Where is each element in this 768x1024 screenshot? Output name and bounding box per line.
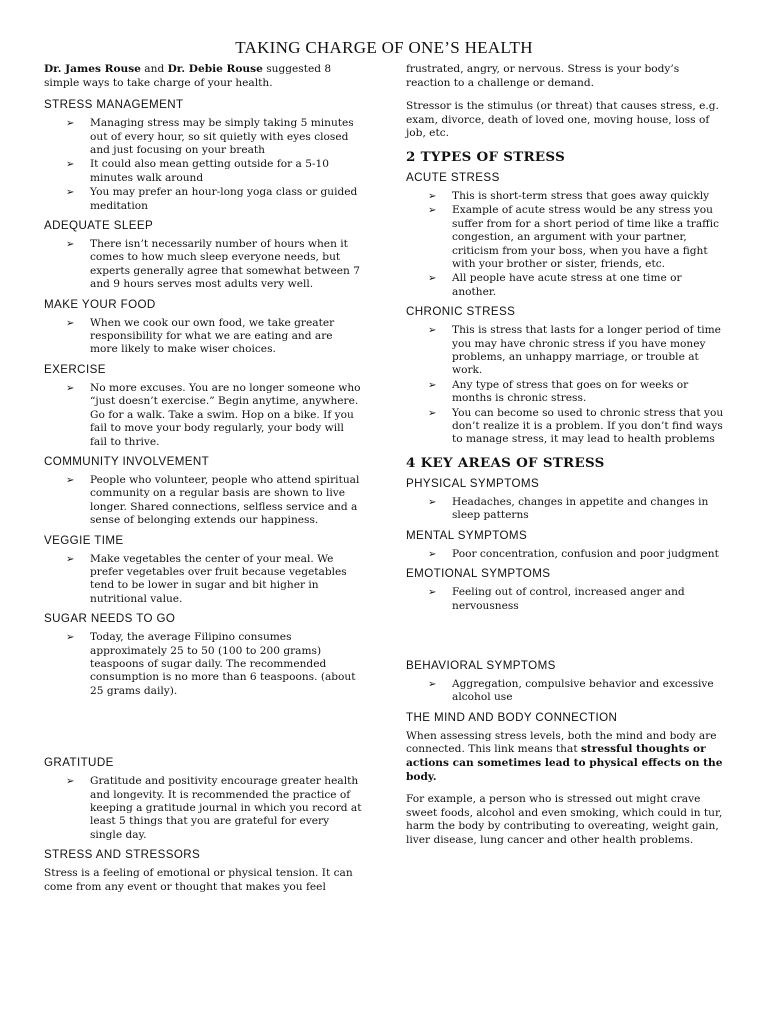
- arrow-bullet-icon: ➢: [66, 187, 75, 199]
- mind-text-2: For example, a person who is stressed out might crave sweet foods, alcohol and even smoking, which could in tur, harm the body by contributing to overeating, weight gain, liver disease, lung cancer and other health problems.: [406, 793, 723, 846]
- section-heading: VEGGIE TIME: [44, 533, 124, 547]
- arrow-bullet-icon: ➢: [428, 273, 437, 285]
- list-item-text: Any type of stress that goes on for weeks or months is chronic stress.: [452, 378, 689, 405]
- list-item: [406, 190, 724, 203]
- physical-list: [406, 496, 724, 523]
- list-item-text: This is stress that lasts for a longer period of time you may have chronic stress if you have money problems, an unhappy marriage, or trouble at work.: [452, 324, 721, 377]
- left-column: [44, 63, 362, 898]
- list-item: [406, 272, 724, 299]
- list-item: [406, 548, 724, 561]
- mental-heading: MENTAL SYMPTOMS: [406, 528, 528, 542]
- page-title: TAKING CHARGE OF ONE’S HEALTH: [235, 38, 533, 57]
- list-item: [406, 678, 724, 705]
- section-list: [44, 553, 362, 607]
- list-item-text: All people have acute stress at one time or another.: [452, 272, 682, 298]
- list-item-text: Today, the average Filipino consumes approximately 25 to 50 (100 to 200 grams) teaspoons of sugar daily. The recommended consumption is no more than 6 teaspoons. (about 25 grams daily).: [90, 631, 356, 697]
- section-heading: MAKE YOUR FOOD: [44, 297, 156, 311]
- behavioral-list: [406, 678, 724, 705]
- intro-rest: suggested 8 simple ways to take charge of your health.: [44, 63, 332, 89]
- list-item-text: When we cook our own food, we take greater responsibility for what we are eating and are more likely to make wiser choices.: [90, 316, 335, 356]
- list-item-text: There isn’t necessarily number of hours when it comes to how much sleep everyone needs, but experts generally agree that somewhat between 7 and 9 hours serves most adults very well.: [90, 238, 360, 291]
- list-item: [44, 317, 362, 357]
- arrow-bullet-icon: ➢: [66, 776, 75, 788]
- arrow-bullet-icon: ➢: [66, 474, 75, 486]
- list-item-text: Feeling out of control, increased anger and nervousness: [452, 586, 685, 612]
- mind-text-1a: When assessing stress levels, both the mind and body are connected. This link means that: [406, 729, 717, 756]
- section-heading: EXERCISE: [44, 362, 106, 376]
- section-list: [44, 775, 362, 842]
- section-list: [44, 317, 362, 357]
- list-item-text: People who volunteer, people who attend spiritual community on a regular basis are shown to live longer. Shared connections, selfless service and a sense of belonging extends our happiness.: [90, 473, 360, 527]
- list-item: [44, 186, 362, 213]
- arrow-bullet-icon: ➢: [428, 587, 437, 599]
- emotional-list: [406, 586, 724, 613]
- list-item: [406, 379, 724, 406]
- list-item: [44, 631, 362, 698]
- arrow-bullet-icon: ➢: [66, 159, 75, 171]
- continued-text: frustrated, angry, or nervous. Stress is your body’s reaction to a challenge or demand.: [406, 63, 680, 89]
- arrow-bullet-icon: ➢: [428, 548, 437, 560]
- chronic-list: [406, 324, 724, 447]
- acute-heading: ACUTE STRESS: [406, 170, 500, 184]
- arrow-bullet-icon: ➢: [428, 379, 437, 391]
- areas-heading: 4 KEY AREAS OF STRESS: [406, 454, 605, 471]
- arrow-bullet-icon: ➢: [66, 382, 75, 394]
- section-list: [44, 631, 362, 698]
- section-heading: COMMUNITY INVOLVEMENT: [44, 454, 210, 468]
- section-list: [44, 382, 362, 449]
- arrow-bullet-icon: ➢: [66, 118, 75, 130]
- section-list: [44, 238, 362, 292]
- stress-text: Stress is a feeling of emotional or physical tension. It can come from any event or thought that makes you feel: [44, 867, 353, 893]
- arrow-bullet-icon: ➢: [66, 239, 75, 251]
- mind-heading: THE MIND AND BODY CONNECTION: [406, 710, 618, 724]
- mind-text-1: [406, 730, 724, 784]
- section-list: [44, 117, 362, 213]
- arrow-bullet-icon: ➢: [428, 325, 437, 337]
- section-heading: STRESS MANAGEMENT: [44, 98, 184, 112]
- section-heading: SUGAR NEEDS TO GO: [44, 612, 176, 626]
- mind-text-1-bold: stressful thoughts or actions can sometimes lead to physical effects on the body.: [406, 743, 723, 783]
- list-item: [44, 238, 362, 292]
- arrow-bullet-icon: ➢: [428, 190, 437, 202]
- intro-and: and: [140, 63, 168, 75]
- arrow-bullet-icon: ➢: [428, 205, 437, 217]
- arrow-bullet-icon: ➢: [66, 632, 75, 644]
- list-item-text: Make vegetables the center of your meal. We prefer vegetables over fruit because vegetables tend to be lower in sugar and bit higher in nutritional value.: [90, 552, 347, 605]
- list-item-text: Poor concentration, confusion and poor judgment: [452, 547, 719, 560]
- list-item: [406, 204, 724, 271]
- list-item: [406, 407, 724, 447]
- list-item: [44, 775, 362, 842]
- list-item: [406, 496, 724, 523]
- list-item: [44, 158, 362, 185]
- section-list: [44, 474, 362, 528]
- stress-heading: STRESS AND STRESSORS: [44, 848, 201, 862]
- physical-heading: PHYSICAL SYMPTOMS: [406, 476, 540, 490]
- list-item: [44, 117, 362, 157]
- author-1: Dr. James Rouse: [44, 63, 141, 75]
- section-heading: GRATITUDE: [44, 756, 114, 770]
- list-item-text: You may prefer an hour-long yoga class or guided meditation: [90, 186, 358, 212]
- list-item: [406, 586, 724, 613]
- list-item: [44, 382, 362, 449]
- list-item-text: Gratitude and positivity encourage greater health and longevity. It is recommended the practice of keeping a gratitude journal in which you record at least 5 things that you are grateful for every single day.: [90, 775, 362, 841]
- list-item: [406, 324, 724, 378]
- list-item: [44, 553, 362, 607]
- types-heading: 2 TYPES OF STRESS: [406, 148, 566, 165]
- list-item-text: Aggregation, compulsive behavior and excessive alcohol use: [452, 677, 714, 704]
- list-item-text: Headaches, changes in appetite and changes in sleep patterns: [452, 495, 709, 522]
- list-item-text: You can become so used to chronic stress that you don’t realize it is a problem. If you don’t find ways to manage stress, it may lead to health problems: [452, 406, 724, 446]
- list-item-text: Managing stress may be simply taking 5 minutes out of every hour, so sit quietly with eyes closed and just focusing on your breath: [90, 117, 354, 156]
- list-item: [44, 474, 362, 528]
- emotional-heading: EMOTIONAL SYMPTOMS: [406, 567, 551, 581]
- stressor-text: Stressor is the stimulus (or threat) that causes stress, e.g. exam, divorce, death of loved one, moving house, loss of job, etc.: [406, 100, 719, 140]
- list-item-text: Example of acute stress would be any stress you suffer from for a short period of time like a traffic congestion, an argument with your partner, criticism from your boss, when you have a fight with your brother or sister, friends, etc.: [452, 204, 720, 270]
- arrow-bullet-icon: ➢: [428, 407, 437, 419]
- mental-list: [406, 548, 724, 561]
- author-2: Dr. Debie Rouse: [167, 63, 263, 75]
- arrow-bullet-icon: ➢: [66, 317, 75, 329]
- arrow-bullet-icon: ➢: [428, 678, 437, 690]
- chronic-heading: CHRONIC STRESS: [406, 305, 516, 319]
- list-item-text: No more excuses. You are no longer someone who “just doesn’t exercise.” Begin anytime, anywhere. Go for a walk. Take a swim. Hop on a bike. If you fail to move your body regularly, your body will fail to thrive.: [90, 381, 361, 448]
- left-sections: [44, 98, 362, 842]
- acute-list: [406, 190, 724, 299]
- section-heading: ADEQUATE SLEEP: [44, 219, 154, 233]
- list-item-text: This is short-term stress that goes away quickly: [452, 189, 710, 202]
- arrow-bullet-icon: ➢: [66, 553, 75, 565]
- behavioral-heading: BEHAVIORAL SYMPTOMS: [406, 658, 556, 672]
- list-item-text: It could also mean getting outside for a 5-10 minutes walk around: [90, 158, 330, 184]
- right-column: [406, 63, 724, 851]
- arrow-bullet-icon: ➢: [428, 496, 437, 508]
- intro-paragraph: [44, 63, 362, 90]
